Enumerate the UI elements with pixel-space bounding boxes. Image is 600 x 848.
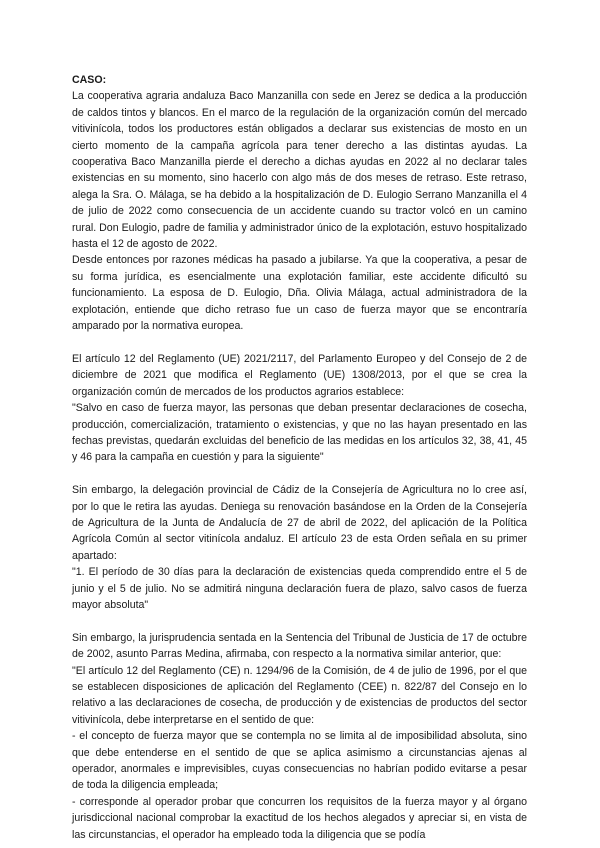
paragraph-spacer	[72, 466, 527, 482]
case-facts-paragraph: La cooperativa agraria andaluza Baco Manzanilla con sede en Jerez se dedica a la producción de caldos tintos y blancos. En el marco de la regulación de la organización común del mercado vitivinícola, todos los productores están obligados a declarar sus existencias de mosto en un cierto momento de la campaña agrícola para tener derecho a las distintas ayudas. La cooperativa Baco Manzanilla pierde el derecho a dichas ayudas en 2022 al no declarar tales existencias en su momento, sino hacerlo con algo más de dos meses de retraso. Este retraso, alega la Sra. O. Málaga, se ha debido a la hospitalización de D. Eulogio Serrano Manzanilla el 4 de julio de 2022 como consecuencia de un accidente cuando su tractor volcó en un camino rural. Don Eulogio, padre de familia y administrador único de la explotación, estuvo hospitalizado hasta el 12 de agosto de 2022.	[72, 90, 527, 251]
paragraph-spacer	[72, 335, 527, 351]
jurisprudence-quote: "El artículo 12 del Reglamento (CE) n. 1294/96 de la Comisión, de 4 de julio de 1996, por el que se establecen disposiciones de aplicación del Reglamento (CEE) n. 822/87 del Consejo en lo relativo a las declaraciones de cosecha, de producción y de existencias de productos del sector vitivinícola, debe interpretarse en el sentido de que:	[72, 664, 527, 726]
paragraph-spacer	[72, 613, 527, 629]
case-retirement-paragraph: Desde entonces por razones médicas ha pasado a jubilarse. Ya que la cooperativa, a pesar de su forma jurídica, es esencialmente una explotación familiar, este accidente dificultó su funcionamiento. La esposa de D. Eulogio, Dña. Olivia Málaga, actual administradora de la explotación, entiende que dicho retraso fue un caso de fuerza mayor que se encontraría amparado por la normativa europea.	[72, 254, 527, 333]
delegation-paragraph: Sin embargo, la delegación provincial de Cádiz de la Consejería de Agricultura no lo cree así, por lo que le retira las ayudas. Deniega su renovación basándose en la Orden de la Consejería de Agricultura de la Junta de Andalucía de 27 de abril de 2022, del aplicación de la Política Agrícola Común al sector vitinícola andaluz. El artículo 23 de esta Orden señala en su primer apartado:	[72, 484, 527, 562]
regulation-article-paragraph: El artículo 12 del Reglamento (UE) 2021/2117, del Parlamento Europeo y del Consejo de 2 de diciembre de 2021 que modifica el Reglamento (UE) 1308/2013, por el que se crea la organización común de mercados de los productos agrarios establece:	[72, 352, 527, 398]
burden-of-proof-item: - corresponde al operador probar que concurren los requisitos de la fuerza mayor y al órgano jurisdiccional nacional comprobar la exactitud de los hechos alegados y apreciar si, en vista de las circunstancias, el operador ha empleado toda la diligencia que se podía	[72, 795, 527, 841]
document-page	[72, 72, 527, 843]
jurisprudence-paragraph: Sin embargo, la jurisprudencia sentada en la Sentencia del Tribunal de Justicia de 17 de octubre de 2002, asunto Parras Medina, afirmaba, con respecto a la normativa similar anterior, que:	[72, 631, 527, 661]
regulation-quote: "Salvo en caso de fuerza mayor, las personas que deban presentar declaraciones de cosecha, producción, comercialización, tratamiento o existencias, y que no las hayan presentado en las fechas previstas, quedarán excluidas del beneficio de las medidas en los artículos 32, 38, 41, 45 y 46 para la campaña en cuestión y para la siguiente"	[72, 402, 527, 464]
force-majeure-concept-item: - el concepto de fuerza mayor que se contempla no se limita al de imposibilidad absoluta, sino que debe entenderse en el sentido de que se aplica asimismo a circunstancias ajenas al operador, anormales e imprevisibles, cuyas consecuencias no habrían podido evitarse a pesar de toda la diligencia empleada;	[72, 730, 527, 792]
case-heading: CASO:	[72, 74, 107, 86]
order-article-quote: "1. El período de 30 días para la declaración de existencias queda comprendido entre el 5 de junio y el 5 de julio. No se admitirá ninguna declaración fuera de plazo, salvo casos de fuerza mayor absoluta"	[72, 566, 527, 611]
